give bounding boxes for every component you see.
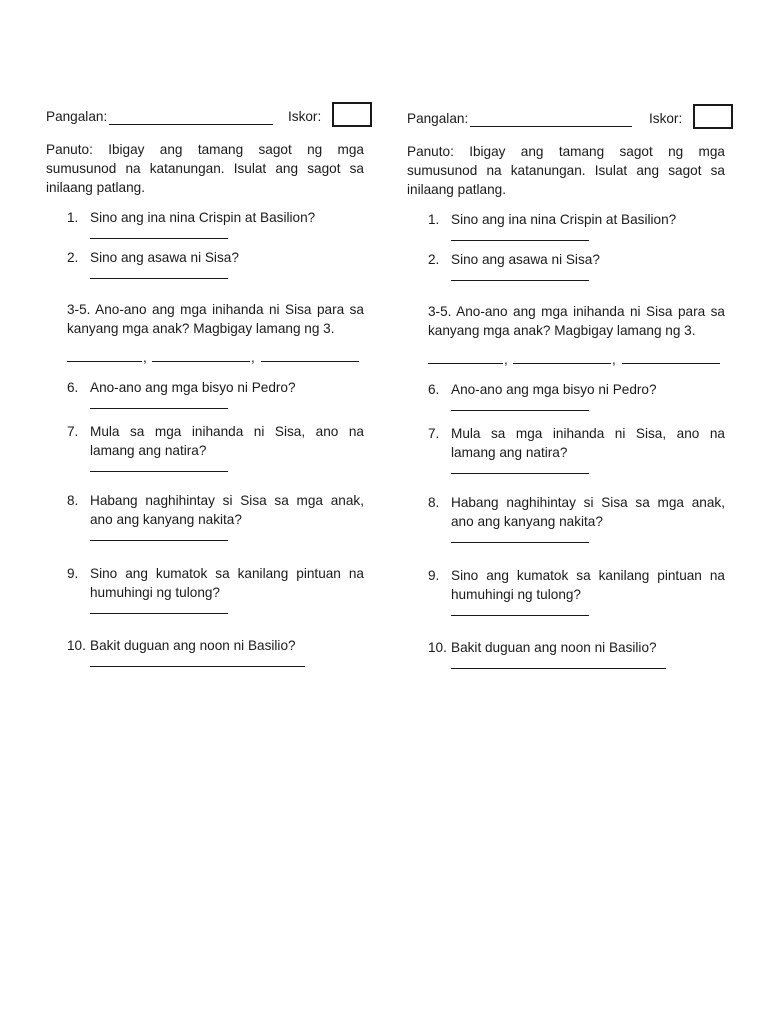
quiz-sheet-right — [407, 104, 725, 676]
sheet-header — [407, 104, 725, 132]
score-label: Iskor: — [649, 111, 683, 126]
quiz-sheet-left — [46, 102, 364, 674]
question-text: Sino ang asawa ni Sisa? — [90, 250, 239, 265]
comma: , — [143, 350, 147, 365]
question-number: 10. — [428, 640, 447, 655]
question-number: 8. — [428, 495, 440, 510]
answer-blank-1[interactable] — [451, 229, 725, 248]
comma: , — [504, 352, 508, 367]
answer-blank-6[interactable] — [90, 397, 364, 416]
answer-blank-8[interactable] — [451, 531, 725, 550]
answer-blank-6[interactable] — [451, 399, 725, 418]
question-10 — [407, 638, 725, 657]
question-text: Sino ang ina nina Crispin at Basilion? — [90, 210, 316, 225]
question-number: 9. — [428, 568, 440, 583]
question-3-5: 3-5. Ano-ano ang mga inihanda ni Sisa para sa kanyang mga anak? Magbigay lamang ng 3. — [67, 302, 364, 336]
question-2 — [407, 250, 725, 269]
answer-blank-1[interactable] — [90, 227, 364, 246]
question-6 — [407, 380, 725, 399]
sheet-header — [46, 102, 364, 130]
name-blank[interactable] — [470, 126, 632, 127]
comma: , — [251, 350, 255, 365]
question-text: Mula sa mga inihanda ni Sisa, ano na lamang ang natira? — [90, 424, 364, 458]
name-label: Pangalan: — [407, 111, 469, 126]
question-6 — [46, 378, 364, 397]
answer-blank-2[interactable] — [90, 267, 364, 286]
question-number: 10. — [67, 638, 86, 653]
answer-blank-10[interactable] — [451, 657, 725, 676]
score-box[interactable] — [693, 104, 733, 129]
question-text: Sino ang kumatok sa kanilang pintuan na humuhingi ng tulong? — [90, 566, 364, 600]
question-text: Sino ang kumatok sa kanilang pintuan na humuhingi ng tulong? — [451, 568, 725, 602]
answer-blank-7[interactable] — [90, 460, 364, 479]
question-1 — [46, 208, 364, 227]
score-label: Iskor: — [288, 109, 322, 124]
question-number: 2. — [67, 250, 79, 265]
question-text: Ano-ano ang mga bisyo ni Pedro? — [90, 380, 296, 395]
question-number: 1. — [428, 212, 440, 227]
question-text: Mula sa mga inihanda ni Sisa, ano na lamang ang natira? — [451, 426, 725, 460]
score-box[interactable] — [332, 102, 372, 127]
question-8 — [407, 493, 725, 531]
question-number: 7. — [428, 426, 440, 441]
question-text: Bakit duguan ang noon ni Basilio? — [451, 640, 657, 655]
answer-blanks-3-5[interactable] — [428, 352, 725, 371]
question-number: 8. — [67, 493, 79, 508]
comma: , — [612, 352, 616, 367]
question-text: Ano-ano ang mga bisyo ni Pedro? — [451, 382, 657, 397]
question-number: 6. — [428, 382, 440, 397]
question-3-5: 3-5. Ano-ano ang mga inihanda ni Sisa para sa kanyang mga anak? Magbigay lamang ng 3. — [428, 304, 725, 338]
answer-blank-7[interactable] — [451, 462, 725, 481]
question-7 — [407, 424, 725, 462]
question-text: Sino ang ina nina Crispin at Basilion? — [451, 212, 677, 227]
question-text: Habang naghihintay si Sisa sa mga anak, ano ang kanyang nakita? — [90, 493, 364, 527]
instructions: Panuto: Ibigay ang tamang sagot ng mga sumusunod na katanungan. Isulat ang sagot sa inilaang patlang. — [407, 144, 725, 197]
question-text: Bakit duguan ang noon ni Basilio? — [90, 638, 296, 653]
question-number: 7. — [67, 424, 79, 439]
question-text: Habang naghihintay si Sisa sa mga anak, ano ang kanyang nakita? — [451, 495, 725, 529]
question-9 — [46, 564, 364, 602]
question-9 — [407, 566, 725, 604]
question-number: 2. — [428, 252, 440, 267]
answer-blank-10[interactable] — [90, 655, 364, 674]
name-blank[interactable] — [109, 124, 273, 125]
question-7 — [46, 422, 364, 460]
answer-blank-9[interactable] — [90, 602, 364, 621]
answer-blanks-3-5[interactable] — [67, 350, 364, 369]
answer-blank-8[interactable] — [90, 529, 364, 548]
question-text: Sino ang asawa ni Sisa? — [451, 252, 600, 267]
answer-blank-2[interactable] — [451, 269, 725, 288]
answer-blank-9[interactable] — [451, 604, 725, 623]
question-2 — [46, 248, 364, 267]
question-number: 1. — [67, 210, 79, 225]
question-10 — [46, 636, 364, 655]
question-number: 6. — [67, 380, 79, 395]
question-8 — [46, 491, 364, 529]
question-1 — [407, 210, 725, 229]
question-number: 9. — [67, 566, 79, 581]
name-label: Pangalan: — [46, 109, 108, 124]
instructions: Panuto: Ibigay ang tamang sagot ng mga sumusunod na katanungan. Isulat ang sagot sa inilaang patlang. — [46, 142, 364, 195]
